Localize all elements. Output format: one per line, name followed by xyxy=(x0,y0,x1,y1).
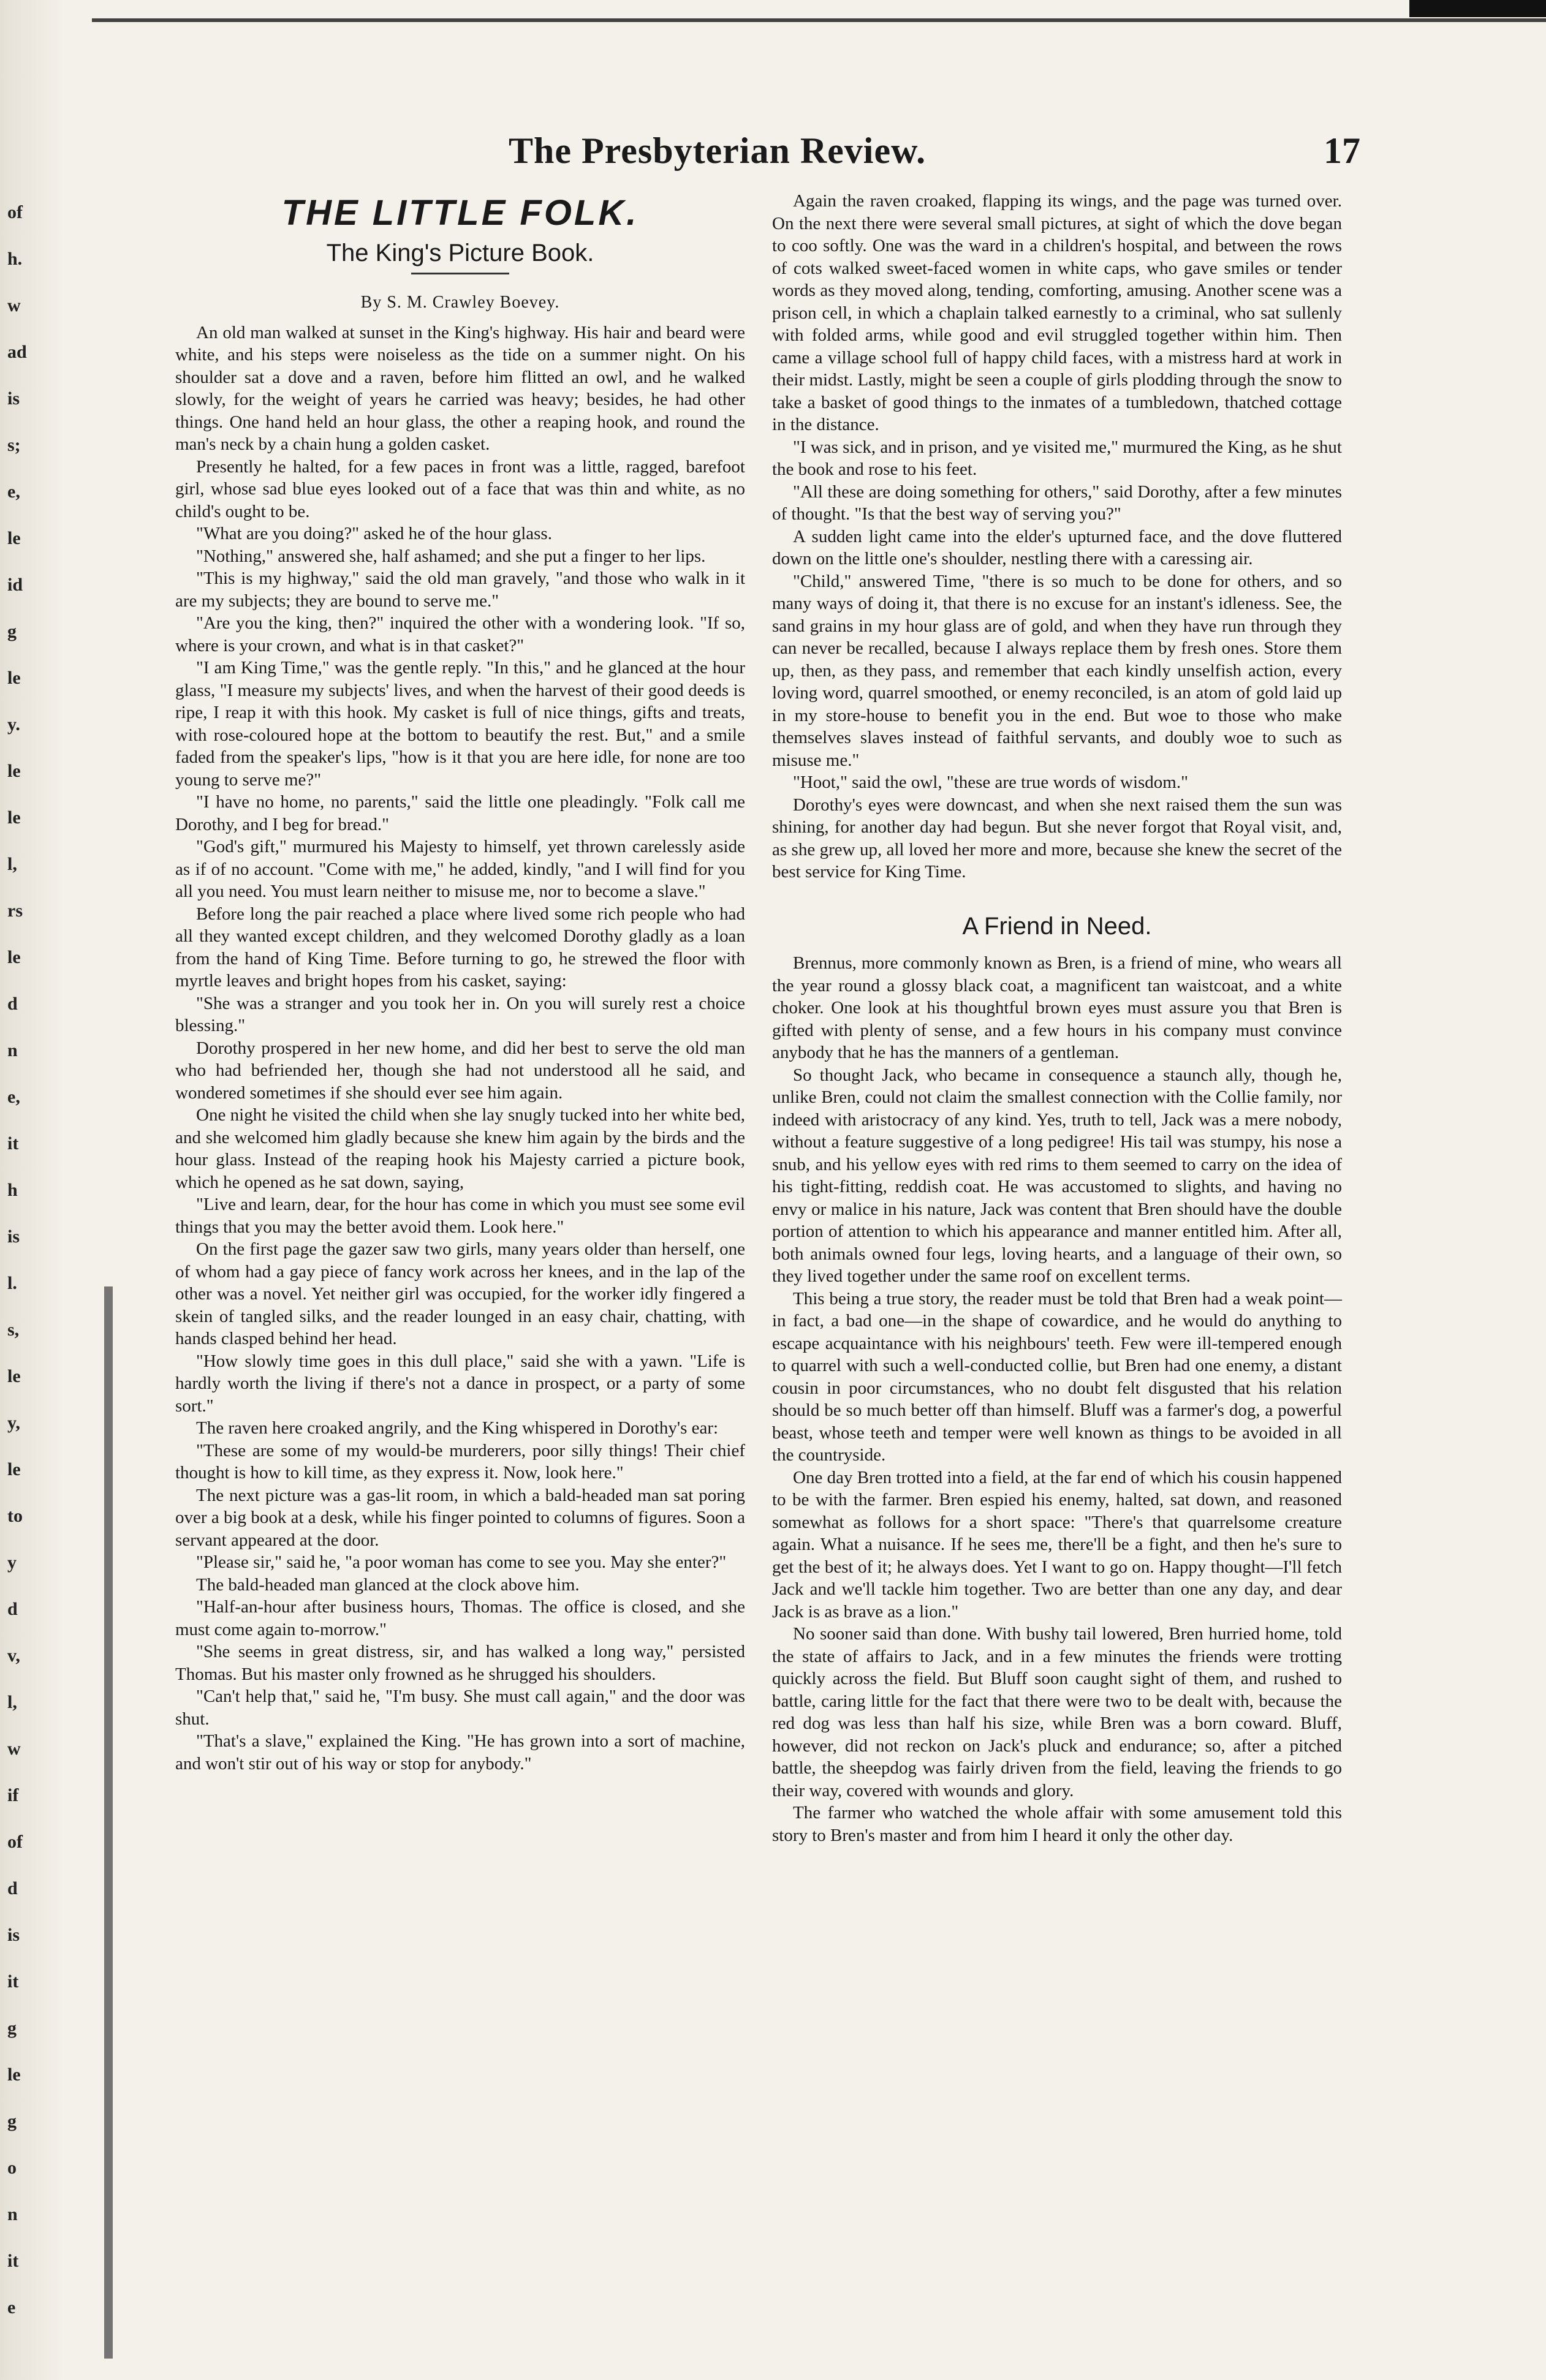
gutter-fragment: le xyxy=(7,528,21,548)
story2-body xyxy=(772,952,1342,1846)
gutter-fragment: d xyxy=(7,1878,18,1898)
gutter-fragment: g xyxy=(7,621,17,641)
gutter-fragment: is xyxy=(7,1925,20,1945)
binding-shadow xyxy=(104,1286,113,2359)
gutter-fragment: of xyxy=(7,1832,23,1852)
story1-cont-paragraph: "I was sick, and in prison, and ye visited me," murmured the King, as he shut the book and rose to his feet. xyxy=(772,437,1342,479)
gutter-fragment: w xyxy=(7,1739,21,1759)
story1-paragraph: "What are you doing?" asked he of the hour glass. xyxy=(196,524,552,543)
gutter-fragment: n xyxy=(7,2204,18,2224)
top-corner-mark xyxy=(1409,0,1546,17)
story1-paragraph: "I am King Time," was the gentle reply. "In this," and he glanced at the hour glass, "I measure my subjects' lives, and when the harvest of their good deeds is ripe, I reap it with this hook. My casket is full of nice things, gifts and treats, with rose-coloured hope at the bottom to beautify the rest. But," and a smile faded from the speaker's lips, "how is it that you are here idle, for none are too young to serve me?" xyxy=(175,658,745,790)
story2-title: A Friend in Need. xyxy=(962,912,1152,940)
gutter-fragment: s; xyxy=(7,435,21,455)
gutter-fragment: if xyxy=(7,1785,19,1805)
story1-paragraph: "She seems in great distress, sir, and has walked a long way," persisted Thomas. But his master only frowned as he shrugged his shoulders. xyxy=(175,1642,745,1684)
story2-paragraph: No sooner said than done. With bushy tail lowered, Bren hurried home, told the state of affairs to Jack, and in a few minutes the friends were trotting quickly across the field. But Bluff soon caught sight of them, and rushed to battle, caring little for the fact that there were two to be dealt with, because the red dog was less than half his size, while Bren was a born coward. Bluff, however, did not reckon on Jack's pluck and endurance; so, after a pitched battle, the sheepdog was fairly driven from the field, leaving the friends to go their way, covered with wounds and glory. xyxy=(772,1624,1342,1800)
section-title: THE LITTLE FOLK. xyxy=(281,193,639,233)
story1-paragraph: "Please sir," said he, "a poor woman has come to see you. May she enter?" xyxy=(196,1552,727,1572)
story1-paragraph: The bald-headed man glanced at the clock above him. xyxy=(196,1574,580,1595)
story1-cont-paragraph: "All these are doing something for others," said Dorothy, after a few minutes of thought. "Is that the best way of serving you?" xyxy=(772,482,1342,524)
story1-cont-paragraph: "Hoot," said the owl, "these are true words of wisdom." xyxy=(793,773,1188,792)
story1-paragraph: The next picture was a gas-lit room, in which a bald-headed man sat poring over a big book at a desk, while his finger pointed to columns of figures. Soon a servant appeared at the door. xyxy=(175,1485,745,1550)
story1-paragraph: "Nothing," answered she, half ashamed; and she put a finger to her lips. xyxy=(196,546,706,566)
story1-paragraph: "Half-an-hour after business hours, Thomas. The office is closed, and she must come again to-morrow." xyxy=(175,1597,745,1639)
story1-paragraph: "That's a slave," explained the King. "He has grown into a sort of machine, and won't stir out of his way or stop for anybody." xyxy=(175,1731,745,1774)
gutter-fragment: rs xyxy=(7,901,23,921)
gutter-fragment: h. xyxy=(7,249,23,269)
gutter-fragment: y xyxy=(7,1552,17,1573)
gutter-fragment: e, xyxy=(7,482,20,502)
gutter-fragment: o xyxy=(7,2158,17,2178)
story1-paragraph: One night he visited the child when she lay snugly tucked into her white bed, and she welcomed him gladly because she knew him again by the birds and the hour glass. Instead of the reaping hook his Majesty carried a picture book, which he opened as he sat down, saying, xyxy=(175,1105,745,1192)
story1-body xyxy=(175,322,745,1775)
top-rule xyxy=(0,18,1546,22)
right-column xyxy=(772,190,1342,1846)
gutter-fragment: it xyxy=(7,2251,19,2271)
story1-cont-paragraph: Dorothy's eyes were downcast, and when she next raised them the sun was shining, for another day had begun. But she never forgot that Royal visit, and, as she grew up, all loved her more and more, because she knew the secret of the best service for King Time. xyxy=(772,795,1342,882)
gutter-fragment: le xyxy=(7,761,21,781)
story1-paragraph: "How slowly time goes in this dull place," said she with a yawn. "Life is hardly worth the living if there's not a dance in prospect, or a party of some sort." xyxy=(175,1351,745,1416)
page-header-title: The Presbyterian Review. xyxy=(509,130,926,171)
story1-paragraph: Presently he halted, for a few paces in front was a little, ragged, barefoot girl, whose sad blue eyes looked out of a face that was thin and white, as no child's ought to be. xyxy=(175,456,745,521)
story1-paragraph: "God's gift," murmured his Majesty to himself, yet thrown carelessly aside as if of no account. "Come with me," he added, kindly, "and I will find for you all you need. You must learn neither to misuse me, nor to become a slave." xyxy=(175,837,745,901)
gutter-fragment: ad xyxy=(7,342,27,362)
story1-paragraph: "Are you the king, then?" inquired the other with a wondering look. "If so, where is your crown, and what is in that casket?" xyxy=(175,613,745,655)
story1-continuation xyxy=(772,190,1342,883)
story1-paragraph: An old man walked at sunset in the King's highway. His hair and beard were white, and his steps were noiseless as the tide on a summer night. On his shoulder sat a dove and a raven, before him flitted an owl, and he walked slowly, for the weight of years he carried was heavy; besides, he had other things. One hand held an hour glass, the other a reaping hook, and round the man's neck by a chain hung a golden casket. xyxy=(175,322,745,454)
story1-paragraph: "I have no home, no parents," said the little one pleadingly. "Folk call me Dorothy, and I beg for bread." xyxy=(175,792,745,834)
byline: By S. M. Crawley Boevey. xyxy=(360,293,560,312)
story1-cont-paragraph: A sudden light came into the elder's upturned face, and the dove fluttered down on the little one's shoulder, nestling there with a caressing air. xyxy=(772,526,1342,569)
story2-paragraph: The farmer who watched the whole affair with some amusement told this story to Bren's master and from him I heard it only the other day. xyxy=(772,1803,1342,1845)
gutter-fragment: l, xyxy=(7,1692,17,1712)
gutter-fragment: e xyxy=(7,2297,16,2318)
story-title: The King's Picture Book. xyxy=(326,239,594,266)
gutter-fragment: it xyxy=(7,1971,19,1992)
gutter-fragment: s, xyxy=(7,1320,20,1340)
gutter-fragment: le xyxy=(7,807,21,828)
story1-paragraph: The raven here croaked angrily, and the King whispered in Dorothy's ear: xyxy=(196,1418,719,1438)
gutter-fragment: v, xyxy=(7,1645,20,1666)
story1-paragraph: "Live and learn, dear, for the hour has come in which you must see some evil things that you may the better avoid them. Look here." xyxy=(175,1195,745,1237)
story2-paragraph: One day Bren trotted into a field, at the far end of which his cousin happened to be with the farmer. Bren espied his enemy, halted, sat down, and reasoned somewhat as follows for a short space: "There's that quarrelsome creature again. What a nuisance. If he sees me, there'll be a fight, and then he's sure to get the best of it; he always does. Yet I want to go on. Happy thought—I'll fetch Jack and we'll tackle him together. Two are better than one any day, and dear Jack is as brave as a lion." xyxy=(772,1467,1342,1622)
gutter-fragment: w xyxy=(7,295,21,315)
story1-cont-paragraph: "Child," answered Time, "there is so much to be done for others, and so many ways of doing it, that there is no excuse for an instant's idleness. See, the sand grains in my hour glass are of gold, and when they have run through they can never be recalled, because I always replace them by fresh ones. Store them up, then, as they pass, and remember that each kindly unselfish action, every loving word, quarrel smoothed, or enemy reconciled, is an atom of gold laid up in my store-house to benefit you in the end. But woe to those who make themselves slaves instead of faithful servants, and doubly woe to such as misuse me." xyxy=(772,571,1342,770)
page-number: 17 xyxy=(1324,130,1360,171)
gutter-fragment: le xyxy=(7,668,21,688)
gutter-fragment: y, xyxy=(7,1413,20,1433)
title-rule xyxy=(411,273,509,274)
story1-cont-paragraph: Again the raven croaked, flapping its wings, and the page was turned over. On the next there were several small pictures, at sight of which the dove began to coo softly. One was the ward in a children's hospital, and between the rows of cots walked sweet-faced women in white caps, who gave smiles or tender words as they moved along, tending, comforting, amusing. Another scene was a prison cell, in which a chaplain talked earnestly to a criminal, who sat sullenly with folded arms, while good and evil struggled together within him. Then came a village school full of happy child faces, with a mistress hard at work in their midst. Lastly, might be seen a couple of girls plodding through the snow to take a basket of good things to the inmates of a tumbledown, thatched cottage in the distance. xyxy=(772,191,1342,434)
gutter-fragment: d xyxy=(7,1599,18,1619)
gutter-fragment: id xyxy=(7,575,23,595)
gutter-fragment: to xyxy=(7,1506,23,1526)
story1-paragraph: Before long the pair reached a place where lived some rich people who had all they wanted except children, and they welcomed Dorothy gladly as a loan from the hand of King Time. Before turning to go, he strewed the floor with myrtle leaves and bright hopes from his casket, saying: xyxy=(175,904,745,991)
gutter-fragment: l. xyxy=(7,1273,17,1293)
story2-paragraph: This being a true story, the reader must be told that Bren had a weak point—in fact, a bad one—in the shape of cowardice, and he would do anything to escape acquaintance with his neighbours' teeth. Few were ill-tempered enough to quarrel with such a well-conducted collie, but Bren had one enemy, a distant cousin in poor circumstances, who no doubt felt disgusted that his relation should be so much better off than himself. Bluff was a farmer's dog, a powerful beast, whose teeth and temper were well known as things to be avoided in all the countryside. xyxy=(772,1288,1342,1465)
gutter-fragment: le xyxy=(7,2065,21,2085)
story1-paragraph: "She was a stranger and you took her in. On you will surely rest a choice blessing." xyxy=(175,993,745,1035)
gutter-fragment: is xyxy=(7,1226,20,1247)
story1-paragraph: "These are some of my would-be murderers, poor silly things! Their chief thought is how to kill time, as they express it. Now, look here." xyxy=(175,1440,745,1483)
gutter-fragment: le xyxy=(7,947,21,967)
story1-paragraph: Dorothy prospered in her new home, and did her best to serve the old man who had befriended her, though she had not understood all he said, and wondered sometimes if she should ever see him again. xyxy=(175,1038,745,1103)
gutter-fragment: is xyxy=(7,388,20,409)
left-column xyxy=(175,190,745,1775)
gutter-fragment: e, xyxy=(7,1087,20,1107)
story1-paragraph: On the first page the gazer saw two girls, many years older than herself, one of whom had a gay piece of fancy work across her knees, and in the lap of the other was a novel. Yet neither girl was occupied, for the worker idly fingered a skein of tangled silks, and the reader lounged in an easy chair, chatting, with hands clasped behind her head. xyxy=(175,1239,745,1348)
gutter-fragment: g xyxy=(7,2111,17,2131)
story2-paragraph: So thought Jack, who became in consequence a staunch ally, though he, unlike Bren, could not claim the smallest connection with the Collie family, nor indeed with aristocracy of any kind. Yes, truth to tell, Jack was a mere nobody, without a feature suggestive of a long pedigree! His tail was stumpy, his nose a snub, and his yellow eyes with red rims to them seemed to carry on the idea of his tight-fitting, reddish coat. He was accustomed to slights, and having no envy or malice in his nature, Jack was content that Bren should have the double portion of attention to which his appearance and manner entitled him. After all, both animals owned four legs, loving hearts, and a language of their own, so they lived together under the same roof on excellent terms. xyxy=(772,1065,1342,1286)
story1-paragraph: "Can't help that," said he, "I'm busy. She must call again," and the door was shut. xyxy=(175,1687,745,1729)
gutter-fragment: le xyxy=(7,1366,21,1386)
gutter-fragment: of xyxy=(7,202,23,222)
gutter-fragment: y. xyxy=(7,714,20,735)
gutter-fragment: g xyxy=(7,2018,17,2038)
gutter-fragment: n xyxy=(7,1040,18,1060)
gutter-fragment: it xyxy=(7,1133,19,1154)
gutter-fragment: l, xyxy=(7,854,17,874)
gutter-fragment: le xyxy=(7,1459,21,1479)
gutter-fragment: d xyxy=(7,994,18,1014)
gutter-fragment: h xyxy=(7,1180,18,1200)
story1-paragraph: "This is my highway," said the old man gravely, "and those who walk in it are my subjects; they are bound to serve me." xyxy=(175,569,745,611)
story2-paragraph: Brennus, more commonly known as Bren, is a friend of mine, who wears all the year round a glossy black coat, a magnificent tan waistcoat, and a white choker. One look at his thoughtful brown eyes must assure you that Bren is gifted with plenty of sense, and a few hours in his company must convince anybody that he has the manners of a gentleman. xyxy=(772,953,1342,1062)
